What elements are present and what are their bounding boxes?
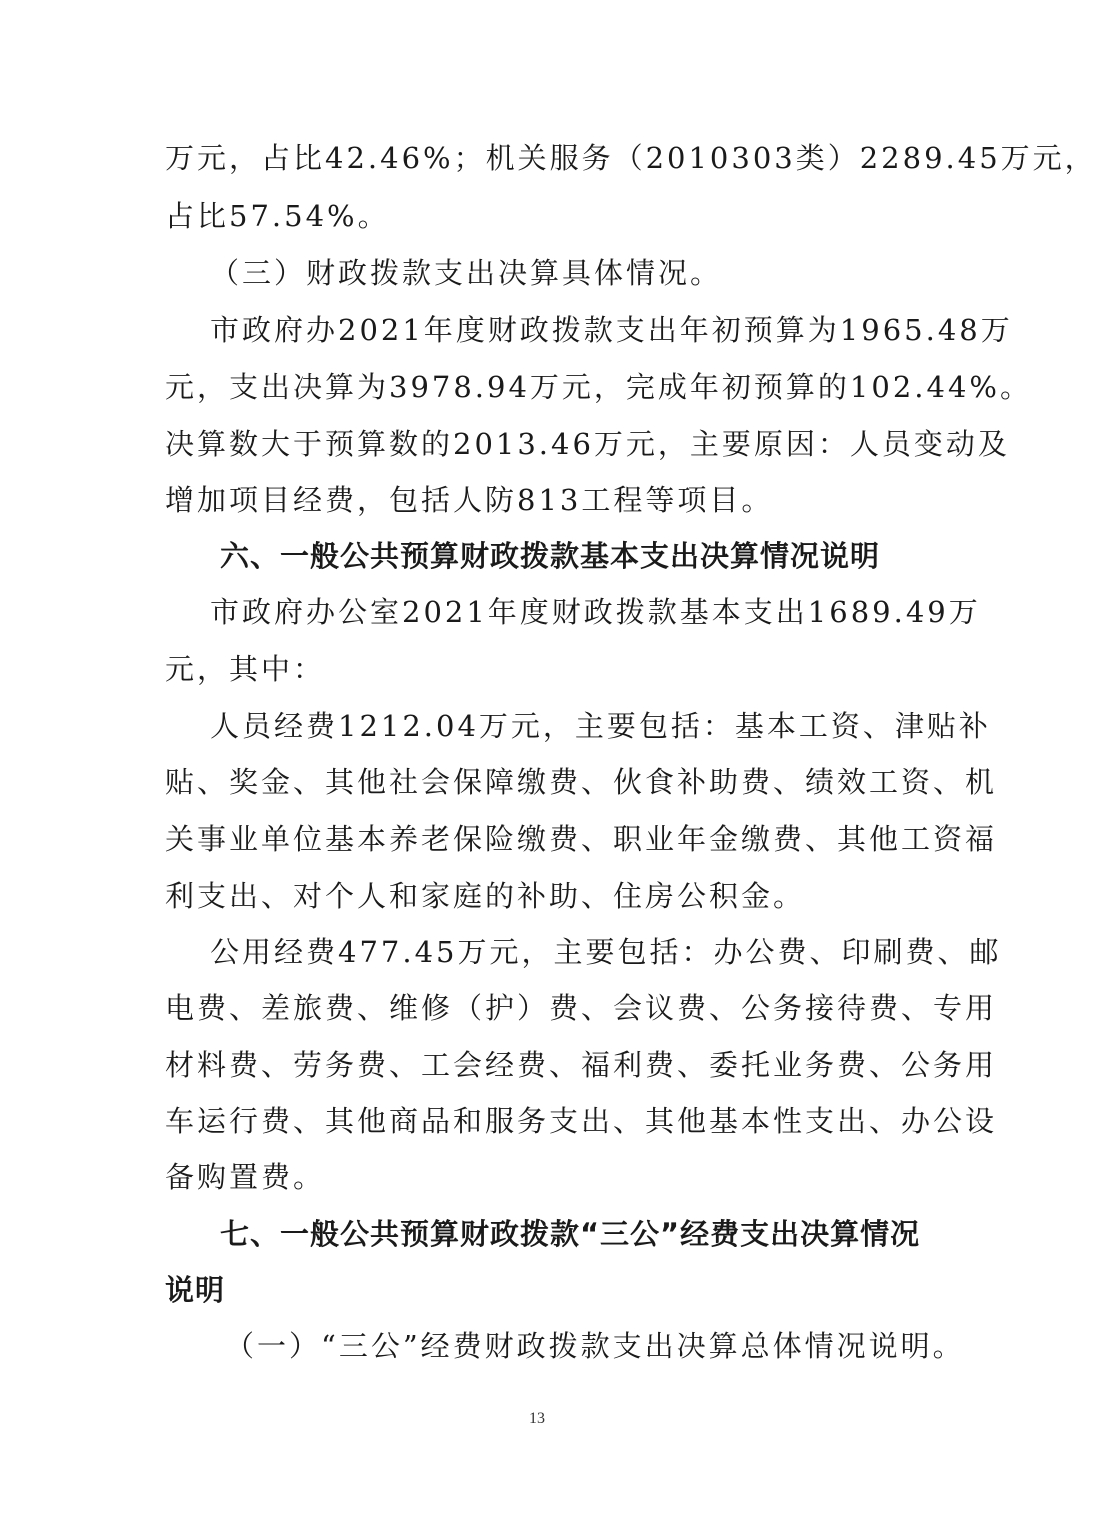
body-line: 利支出、对个人和家庭的补助、住房公积金。 <box>165 879 806 913</box>
body-line: 决算数大于预算数的2013.46万元，主要原因：人员变动及 <box>165 427 1010 461</box>
body-line: 元，其中： <box>165 652 326 686</box>
body-line: 增加项目经费，包括人防813工程等项目。 <box>165 483 774 517</box>
page-number: 13 <box>529 1410 545 1427</box>
subsection-heading: （三）财政拨款支出决算具体情况。 <box>210 256 723 290</box>
section-heading-continuation: 说明 <box>165 1273 226 1307</box>
section-heading: 七、一般公共预算财政拨款“三公”经费支出决算情况 <box>220 1217 921 1251</box>
body-line: 人员经费1212.04万元，主要包括：基本工资、津贴补 <box>210 709 991 743</box>
body-line: 电费、差旅费、维修（护）费、会议费、公务接待费、专用 <box>165 991 998 1025</box>
body-line: 车运行费、其他商品和服务支出、其他基本性支出、办公设 <box>165 1104 998 1138</box>
body-line: 关事业单位基本养老保险缴费、职业年金缴费、其他工资福 <box>165 822 998 856</box>
body-line: 市政府办公室2021年度财政拨款基本支出1689.49万 <box>210 595 981 629</box>
body-line: 占比57.54%。 <box>165 199 390 233</box>
body-line: 备购置费。 <box>165 1160 326 1194</box>
body-line: 市政府办2021年度财政拨款支出年初预算为1965.48万 <box>210 313 1013 347</box>
body-line: 万元，占比42.46%；机关服务（2010303类）2289.45万元， <box>165 141 1097 175</box>
body-line: 元，支出决算为3978.94万元，完成年初预算的102.44%。 <box>165 370 1032 404</box>
body-line: 材料费、劳务费、工会经费、福利费、委托业务费、公务用 <box>165 1048 998 1082</box>
section-heading: 六、一般公共预算财政拨款基本支出决算情况说明 <box>220 539 881 573</box>
body-line: 贴、奖金、其他社会保障缴费、伙食补助费、绩效工资、机 <box>165 765 998 799</box>
body-line: 公用经费477.45万元，主要包括：办公费、印刷费、邮 <box>210 935 1002 969</box>
subsection-heading: （一）“三公”经费财政拨款支出决算总体情况说明。 <box>225 1329 965 1363</box>
